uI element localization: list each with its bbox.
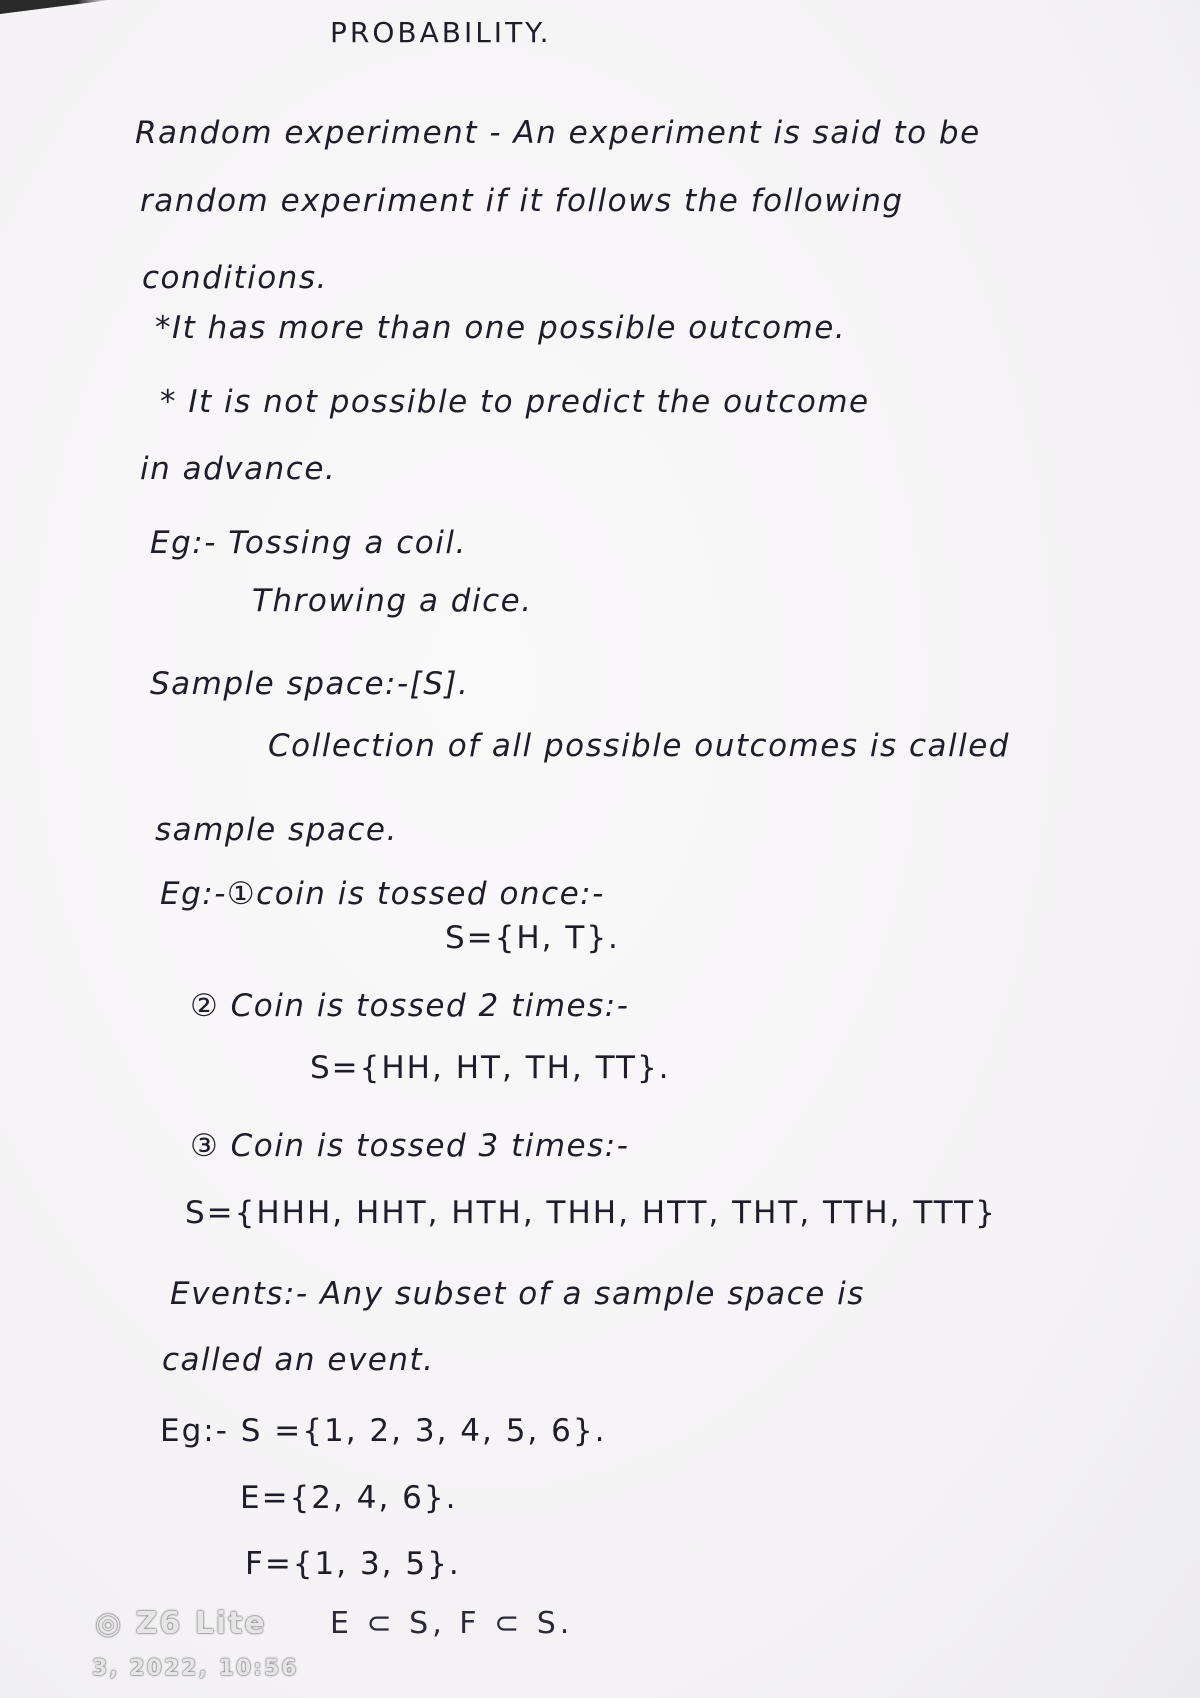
- camera-watermark-date: 3, 2022, 10:56: [92, 1656, 299, 1681]
- condition-1: *It has more than one possible outcome.: [155, 310, 847, 346]
- condition-2-line1: * It is not possible to predict the outcome: [160, 384, 870, 420]
- sample-space-example-1-label: Eg:-①coin is tossed once:-: [160, 876, 605, 912]
- random-experiment-def-line1: Random experiment - An experiment is said to be: [135, 115, 981, 151]
- events-example-e: E={2, 4, 6}.: [240, 1480, 458, 1516]
- sample-space-heading: Sample space:-[S].: [150, 666, 470, 702]
- events-example-sample-space: Eg:- S ={1, 2, 3, 4, 5, 6}.: [160, 1413, 607, 1449]
- condition-2-line2: in advance.: [140, 451, 337, 487]
- events-example-f: F={1, 3, 5}.: [245, 1546, 461, 1582]
- sample-space-def-line1: Collection of all possible outcomes is called: [268, 728, 1010, 764]
- example-tossing-coin: Eg:- Tossing a coil.: [150, 525, 467, 561]
- camera-watermark-brand: ◎ Z6 Lite: [95, 1606, 267, 1641]
- random-experiment-def-line2: random experiment if it follows the following: [140, 183, 904, 219]
- events-def-line2: called an event.: [162, 1342, 435, 1378]
- example-throwing-dice: Throwing a dice.: [252, 583, 533, 619]
- sample-space-example-2-set: S={HH, HT, TH, TT}.: [310, 1050, 671, 1086]
- sample-space-example-1-set: S={H, T}.: [445, 920, 620, 956]
- sample-space-example-2-label: ② Coin is tossed 2 times:-: [190, 988, 630, 1024]
- sample-space-example-3-label: ③ Coin is tossed 3 times:-: [190, 1128, 630, 1164]
- events-subset-tail: E ⊂ S, F ⊂ S.: [330, 1606, 574, 1641]
- page-corner-shadow: [0, 0, 110, 14]
- events-def-line1: Events:- Any subset of a sample space is: [170, 1276, 865, 1312]
- random-experiment-def-line3: conditions.: [142, 260, 328, 296]
- page-title: PROBABILITY.: [330, 16, 552, 49]
- sample-space-def-line2: sample space.: [155, 812, 398, 848]
- sample-space-example-3-set: S={HHH, HHT, HTH, THH, HTT, THT, TTH, TTT}: [185, 1195, 997, 1231]
